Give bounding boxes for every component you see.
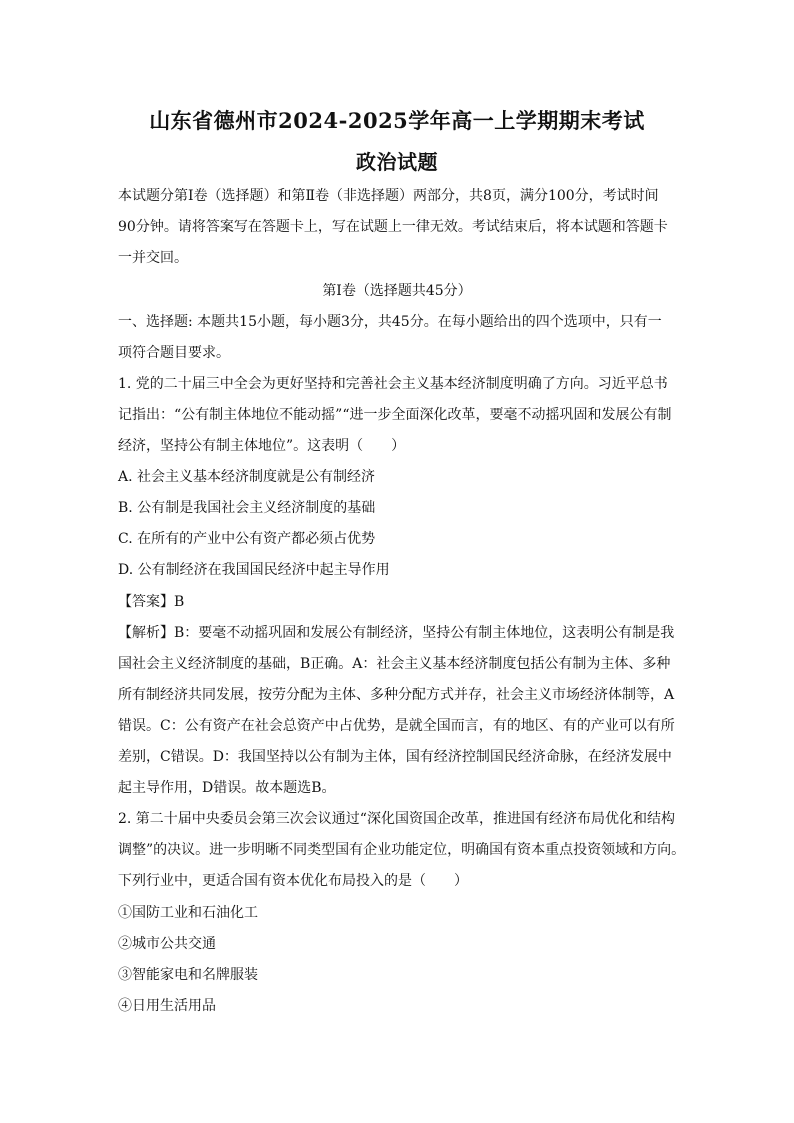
answer-label: 【答案】B — [118, 594, 185, 610]
question-2-stem: 下列行业中，更适合国有资本优化布局投入的是（ ） — [118, 873, 468, 889]
question-2-stem: 2. 第二十届中央委员会第三次会议通过“深化国资国企改革，推进国有经济布局优化和结构 — [118, 811, 675, 827]
option-c: C. 在所有的产业中公有资产都必须占优势 — [118, 531, 376, 547]
analysis-line: 差别，C错误。D：我国坚持以公有制为主体，国有经济控制国民经济命脉，在经济发展中 — [118, 749, 672, 765]
choice-item: ①国防工业和石油化工 — [118, 905, 258, 921]
analysis-line: 【解析】B：要毫不动摇巩固和发展公有制经济，坚持公有制主体地位，这表明公有制是我 — [118, 625, 675, 641]
intro-line: 一并交回。 — [118, 250, 188, 266]
choice-item: ②城市公共交通 — [118, 936, 216, 952]
instruction-line: 项符合题目要求。 — [118, 345, 230, 361]
question-2-stem: 调整”的决议。进一步明晰不同类型国有企业功能定位，明确国有资本重点投资领域和方向。 — [118, 842, 686, 858]
analysis-line: 所有制经济共同发展，按劳分配为主体、多种分配方式并存，社会主义市场经济体制等，A — [118, 687, 675, 703]
analysis-line: 起主导作用，D错误。故本题选B。 — [118, 780, 336, 796]
question-1-stem: 记指出：“公有制主体地位不能动摇”“进一步全面深化改革，要毫不动摇巩固和发展公有制 — [118, 407, 672, 423]
intro-line: 90分钟。请将答案写在答题卡上，写在试题上一律无效。考试结束后，将本试题和答题卡 — [118, 219, 668, 235]
instruction-line: 一、选择题: 本题共15小题，每小题3分，共45分。在每小题给出的四个选项中，只有一 — [118, 314, 662, 330]
exam-subtitle: 政治试题 — [356, 150, 438, 174]
choice-item: ③智能家电和名牌服装 — [118, 967, 258, 983]
choice-item: ④日用生活用品 — [118, 998, 216, 1014]
analysis-line: 错误。C：公有资产在社会总资产中占优势，是就全国而言，有的地区、有的产业可以有所 — [118, 718, 675, 734]
section-heading: 第Ⅰ卷（选择题共45分） — [322, 283, 472, 299]
exam-title: 山东省德州市2024-2025学年高一上学期期末考试 — [149, 108, 645, 133]
option-b: B. 公有制是我国社会主义经济制度的基础 — [118, 500, 376, 516]
option-a: A. 社会主义基本经济制度就是公有制经济 — [118, 469, 376, 485]
analysis-line: 国社会主义经济制度的基础，B正确。A：社会主义基本经济制度包括公有制为主体、多种 — [118, 656, 671, 672]
question-1-stem: 经济，坚持公有制主体地位”。这表明（ ） — [118, 438, 406, 454]
question-1-stem: 1. 党的二十届三中全会为更好坚持和完善社会主义基本经济制度明确了方向。习近平总书 — [118, 376, 668, 392]
intro-line: 本试题分第Ⅰ卷（选择题）和第Ⅱ卷（非选择题）两部分，共8页，满分100分，考试时间 — [118, 188, 659, 204]
option-d: D. 公有制经济在我国国民经济中起主导作用 — [118, 562, 390, 578]
